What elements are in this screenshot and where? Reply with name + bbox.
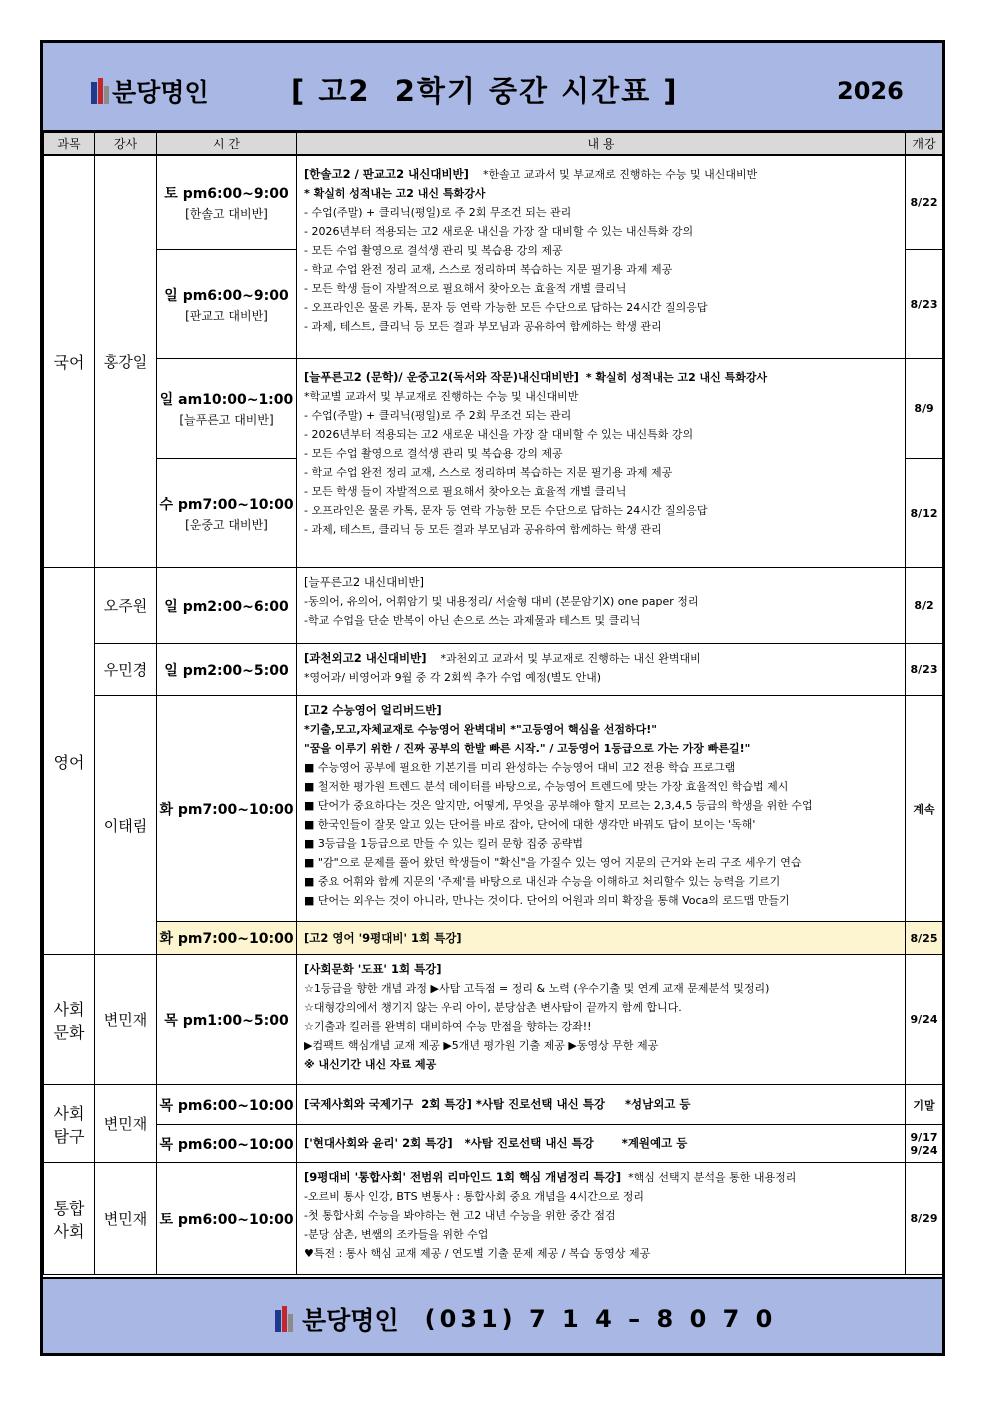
brand-name: 분당명인 xyxy=(112,78,209,107)
time-cell: 화 pm7:00~10:00 xyxy=(157,696,297,922)
start-date: 8/29 xyxy=(906,1163,943,1275)
content-social-explore-1: [국제사회와 국제기구 2회 특강] *사탐 진로선택 내신 특강 *성남외고 등 xyxy=(297,1085,906,1125)
teacher-hong: 홍강일 xyxy=(95,155,157,568)
table-row xyxy=(44,1163,943,1275)
start-date: 기말 xyxy=(906,1085,943,1125)
content-social-culture: [사회문화 '도표' 1회 특강] ☆1등급을 향한 개념 과정 ▶사탐 고득점 = 정리 & 노력 (우수기출 및 연계 교재 문제분석 및정리) ☆대형강의에서 챙기지 않는 우리 아이, 분당삼촌 변사탐이 끝까지 함께 합니다. ☆기출과 킬러를 완벽히 대비하여 수능 만점을 향하는 강좌!! ▶컴팩트 핵심개념 교재 제공 ▶5개년 평가원 기출 제공 ▶동영상 무한 제공 ※ 내신기간 내신 자료 제공 xyxy=(297,955,906,1085)
subject-korean: 국어 xyxy=(44,155,95,568)
teacher-woo: 우민경 xyxy=(95,644,157,696)
content-english-special: [고2 영어 '9평대비' 1회 특강] xyxy=(297,922,906,955)
table-row xyxy=(44,1085,943,1125)
start-date: 8/25 xyxy=(906,922,943,955)
time-cell: 목 pm6:00~10:00 xyxy=(157,1085,297,1125)
time-cell: 화 pm7:00~10:00 xyxy=(157,922,297,955)
col-start: 개강 xyxy=(906,133,943,155)
time-cell: 일 am10:00~1:00 [늘푸른고 대비반] xyxy=(157,359,297,459)
timetable-sheet xyxy=(40,40,945,1356)
table-row xyxy=(44,1125,943,1163)
start-date: 8/22 xyxy=(906,155,943,250)
teacher-byun: 변민재 xyxy=(95,955,157,1085)
table-row xyxy=(44,155,943,250)
brand-logo-icon xyxy=(275,1306,293,1332)
subject-social-explore: 사회 탐구 xyxy=(44,1085,95,1163)
content-english-oh: [늘푸른고2 내신대비반] -동의어, 유의어, 어휘암기 및 내용정리/ 서술형 대비 (본문암기X) one paper 정리 -학교 수업을 단순 반복이 아닌 손으로 쓰는 과제물과 테스트 및 클리닉 xyxy=(297,568,906,644)
schedule-table xyxy=(43,132,943,1275)
teacher-byun: 변민재 xyxy=(95,1163,157,1275)
col-teacher: 강사 xyxy=(95,133,157,155)
time-cell: 토 pm6:00~9:00 [한솔고 대비반] xyxy=(157,155,297,250)
col-subject: 과목 xyxy=(44,133,95,155)
time-cell: 수 pm7:00~10:00 [운중고 대비반] xyxy=(157,459,297,568)
table-row xyxy=(44,696,943,922)
start-date: 9/17 9/24 xyxy=(906,1125,943,1163)
col-time: 시 간 xyxy=(157,133,297,155)
start-date: 8/2 xyxy=(906,568,943,644)
phone-number: (031) 7 1 4 – 8 0 7 0 xyxy=(424,1305,777,1333)
start-date: 8/9 xyxy=(906,359,943,459)
subject-integrated: 통합 사회 xyxy=(44,1163,95,1275)
content-korean-2: [늘푸른고2 (문학)/ 운중고2(독서와 작문)내신대비반] * 확실히 성적내는 고2 내신 특화강사 *학교별 교과서 및 부교재로 진행하는 수능 및 내신대비반 - 수업(주말) + 클리닉(평일)로 주 2회 무조건 되는 관리 - 2026년부터 적용되는 고2 새로운 내신을 가장 잘 대비할 수 있는 내신특화 강의 - 모든 수업 촬영으로 결석생 관리 및 복습용 강의 제공 - 학교 수업 완전 정리 교재, 스스로 정리하며 복습하는 지문 필기용 과제 제공 - 모든 학생 들이 자발적으로 필요해서 찾아오는 효율적 개별 클리닉 - 오프라인은 물론 카톡, 문자 등 연락 가능한 모든 수단으로 답하는 24시간 질의응답 - 과제, 테스트, 클리닉 등 모든 결과 부모님과 공유하여 함께하는 학생 관리 xyxy=(297,359,906,568)
brand-logo xyxy=(91,73,209,109)
subject-social-culture: 사회 문화 xyxy=(44,955,95,1085)
table-header-row xyxy=(44,133,943,155)
year-label: 2026 xyxy=(837,77,904,105)
time-cell: 목 pm1:00~5:00 xyxy=(157,955,297,1085)
teacher-oh: 오주원 xyxy=(95,568,157,644)
footer-contact xyxy=(275,1301,776,1337)
start-date: 8/12 xyxy=(906,459,943,568)
time-cell: 목 pm6:00~10:00 xyxy=(157,1125,297,1163)
col-content: 내 용 xyxy=(297,133,906,155)
teacher-lee: 이태림 xyxy=(95,696,157,955)
page-title: [ 고2 2학기 중간 시간표 ] xyxy=(291,74,679,108)
time-cell: 일 pm2:00~6:00 xyxy=(157,568,297,644)
start-date: 8/23 xyxy=(906,250,943,359)
teacher-byun: 변민재 xyxy=(95,1085,157,1163)
subject-english: 영어 xyxy=(44,568,95,955)
content-social-explore-2: ['현대사회와 윤리' 2회 특강] *사탐 진로선택 내신 특강 *계원예고 등 xyxy=(297,1125,906,1163)
start-date: 계속 xyxy=(906,696,943,922)
content-english-woo: [과천외고2 내신대비반] *과천외고 교과서 및 부교재로 진행하는 내신 완벽대비 *영어과/ 비영어과 9월 중 각 2회씩 추가 수업 예정(별도 안내) xyxy=(297,644,906,696)
table-row xyxy=(44,359,943,459)
content-integrated: [9평대비 '통합사회' 전범위 리마인드 1회 핵심 개념정리 특강] *핵심 선택지 분석을 통한 내용정리 -오르비 통사 인강, BTS 변통사 : 통합사회 중요 개념을 4시간으로 정리 -첫 통합사회 수능을 봐야하는 현 고2 내년 수능을 위한 중간 점검 -분당 삼촌, 변쌤의 조카들을 위한 수업 ♥특전 : 통사 핵심 교재 제공 / 연도별 기출 문제 제공 / 복습 동영상 제공 xyxy=(297,1163,906,1275)
start-date: 8/23 xyxy=(906,644,943,696)
content-korean-1: [한솔고2 / 판교고2 내신대비반] *한솔고 교과서 및 부교재로 진행하는 수능 및 내신대비반 * 확실히 성적내는 고2 내신 특화강사 - 수업(주말) + 클리닉(평일)로 주 2회 무조건 되는 관리 - 2026년부터 적용되는 고2 새로운 내신을 가장 잘 대비할 수 있는 내신특화 강의 - 모든 수업 촬영으로 결석생 관리 및 복습용 강의 제공 - 학교 수업 완전 정리 교재, 스스로 정리하며 복습하는 지문 필기용 과제 제공 - 모든 학생 들이 자발적으로 필요해서 찾아오는 효율적 개별 클리닉 - 오프라인은 물론 카톡, 문자 등 연락 가능한 모든 수단으로 답하는 24시간 질의응답 - 과제, 테스트, 클리닉 등 모든 결과 부모님과 공유하여 함께하는 학생 관리 xyxy=(297,155,906,359)
footer-bar xyxy=(43,1277,942,1353)
time-cell: 일 pm2:00~5:00 xyxy=(157,644,297,696)
time-cell: 토 pm6:00~10:00 xyxy=(157,1163,297,1275)
table-row-special xyxy=(44,922,943,955)
start-date: 9/24 xyxy=(906,955,943,1085)
content-english-lee: [고2 수능영어 얼리버드반] *기출,모고,자체교재로 수능영어 완벽대비 *"고등영어 핵심을 선점하다!" "꿈을 이루기 위한 / 진짜 공부의 한발 빠른 시작." / 고등영어 1등급으로 가는 가장 빠른길!" ■ 수능영어 공부에 필요한 기본기를 미리 완성하는 수능영어 대비 고2 전용 학습 프로그램 ■ 철저한 평가원 트렌드 분석 데이터를 바탕으로, 수능영어 트렌드에 맞는 가장 효율적인 학습법 제시 ■ 단어가 중요하다는 것은 알지만, 어떻게, 무엇을 공부해야 할지 모르는 2,3,4,5 등급의 학생을 위한 수업 ■ 한국인들이 잘못 알고 있는 단어를 바로 잡아, 단어에 대한 생각만 바꿔도 답이 보이는 '독해' ■ 3등급을 1등급으로 만들 수 있는 킬러 문항 집중 공략법 ■ "감"으로 문제를 풀어 왔던 학생들이 "확신"을 가질수 있는 영어 지문의 근거와 논리 구조 세우기 연습 ■ 중요 어휘와 함께 지문의 '주제'를 바탕으로 내신과 수능을 이해하고 처리할수 있는 능력을 기르기 ■ 단어는 외우는 것이 아니라, 만나는 것이다. 단어의 어원과 의미 확장을 통해 Voca의 로드맵 만들기 xyxy=(297,696,906,922)
header-bar xyxy=(43,43,942,132)
time-cell: 일 pm6:00~9:00 [판교고 대비반] xyxy=(157,250,297,359)
table-row xyxy=(44,568,943,644)
footer-brand: 분당명인 xyxy=(302,1306,399,1335)
table-row xyxy=(44,955,943,1085)
table-row xyxy=(44,644,943,696)
brand-logo-icon xyxy=(91,78,109,104)
